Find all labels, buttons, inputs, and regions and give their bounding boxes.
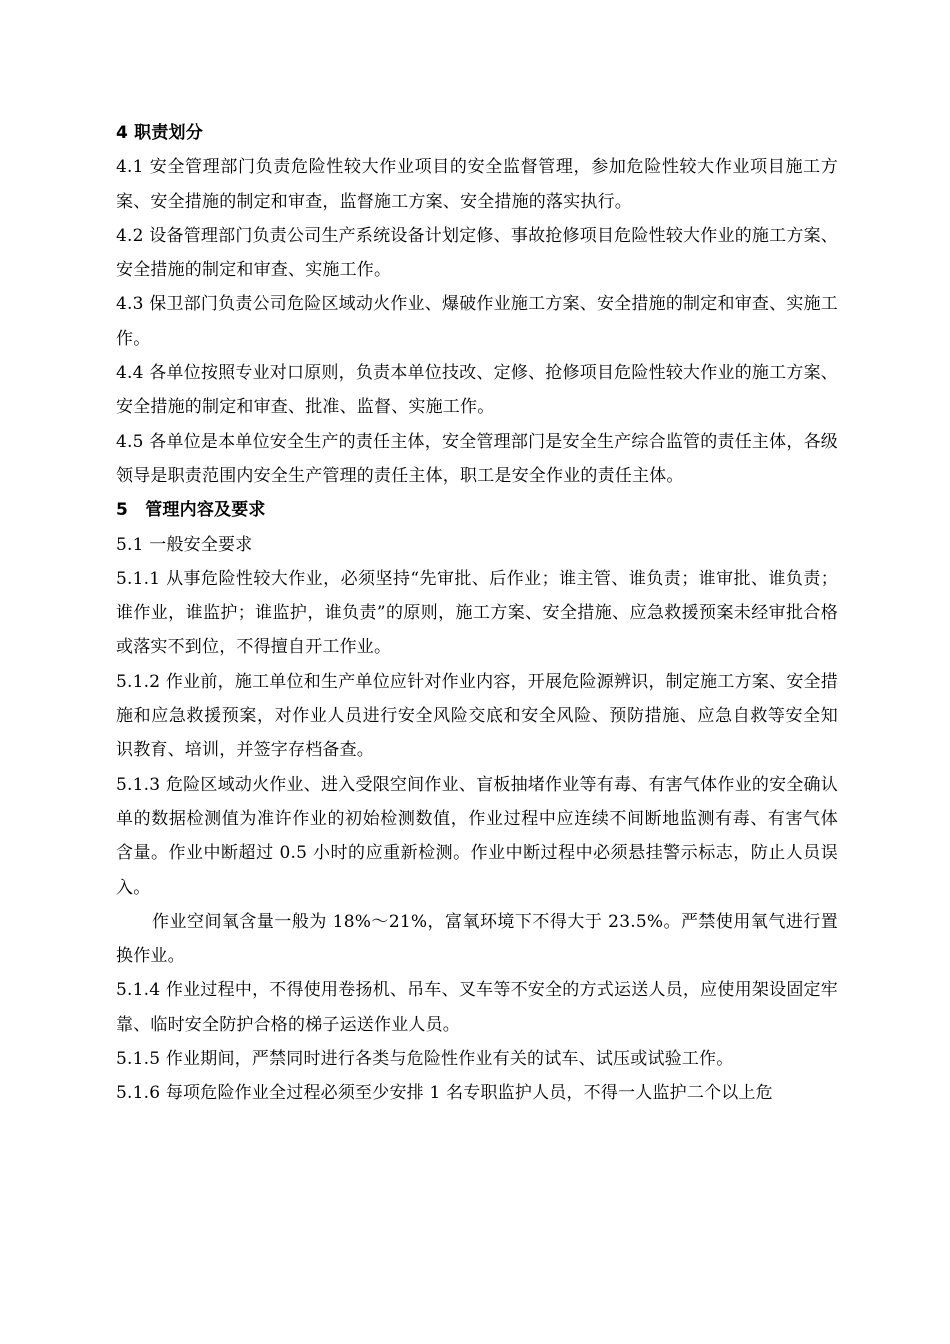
document-body — [116, 116, 838, 1111]
paragraph-4-4: 4.4 各单位按照专业对口原则，负责本单位技改、定修、抢修项目危险性较大作业的施工方案、安全措施的制定和审查、批准、监督、实施工作。 — [116, 363, 838, 418]
section-heading-5: 5 管理内容及要求 — [116, 500, 266, 521]
paragraph-4-2: 4.2 设备管理部门负责公司生产系统设备计划定修、事故抢修项目危险性较大作业的施工方案、安全措施的制定和审查、实施工作。 — [116, 225, 838, 281]
paragraph-5-1-5: 5.1.5 作业期间，严禁同时进行各类与危险性作业有关的试车、试压或试验工作。 — [116, 1049, 734, 1070]
paragraph-4-1: 4.1 安全管理部门负责危险性较大作业项目的安全监督管理，参加危险性较大作业项目施工方案、安全措施的制定和审查，监督施工方案、安全措施的落实执行。 — [116, 157, 838, 212]
paragraph-oxygen-note: 作业空间氧含量一般为 18%～21%，富氧环境下不得大于 23.5%。严禁使用氧气进行置换作业。 — [116, 911, 838, 967]
paragraph-5-1-2: 5.1.2 作业前，施工单位和生产单位应针对作业内容，开展危险源辨识，制定施工方案、安全措施和应急救援预案，对作业人员进行安全风险交底和安全风险、预防措施、应急自救等安全知识教育、培训，并签字存档备查。 — [116, 671, 838, 761]
paragraph-4-5: 4.5 各单位是本单位安全生产的责任主体，安全管理部门是安全生产综合监管的责任主体，各级领导是职责范围内安全生产管理的责任主体，职工是安全作业的责任主体。 — [116, 431, 838, 486]
paragraph-5-1: 5.1 一般安全要求 — [116, 534, 253, 555]
section-heading-4: 4 职责划分 — [116, 123, 203, 143]
paragraph-5-1-3: 5.1.3 危险区域动火作业、进入受限空间作业、盲板抽堵作业等有毒、有害气体作业的安全确认单的数据检测值为准许作业的初始检测数值，作业过程中应连续不间断地监测有毒、有害气体含量。作业中断超过 0.5 小时的应重新检测。作业中断过程中必须悬挂警示标志，防止人员误入。 — [116, 774, 838, 898]
paragraph-5-1-1: 5.1.1 从事危险性较大作业，必须坚持“先审批、后作业；谁主管、谁负责；谁审批、谁负责；谁作业，谁监护；谁监护，谁负责”的原则，施工方案、安全措施、应急救援预案未经审批合格或落实不到位，不得擅自开工作业。 — [116, 568, 838, 658]
paragraph-5-1-4: 5.1.4 作业过程中，不得使用卷扬机、吊车、叉车等不安全的方式运送人员，应使用架设固定牢靠、临时安全防护合格的梯子运送作业人员。 — [116, 980, 838, 1035]
paragraph-4-3: 4.3 保卫部门负责公司危险区域动火作业、爆破作业施工方案、安全措施的制定和审查、实施工作。 — [116, 294, 838, 349]
paragraph-5-1-6: 5.1.6 每项危险作业全过程必须至少安排 1 名专职监护人员，不得一人监护二个以上危 — [116, 1083, 773, 1104]
